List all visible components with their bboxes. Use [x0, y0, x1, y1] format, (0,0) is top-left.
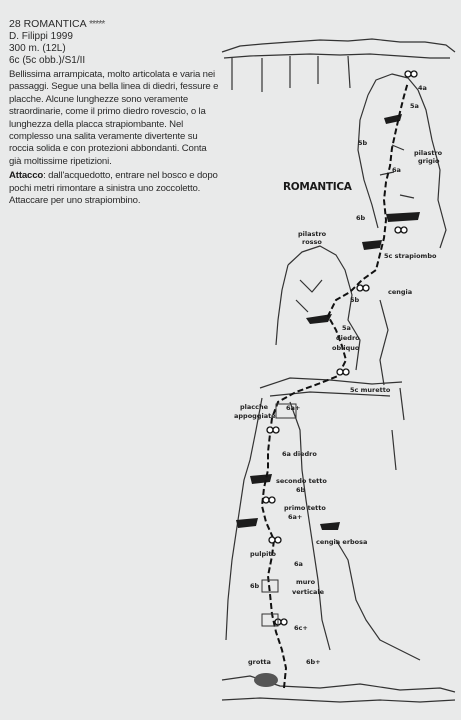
strapiombo-label: 5c strapiombo: [384, 252, 437, 260]
diedro-obliquo-label-2: obliquo: [332, 344, 360, 352]
grade-5b-top: 5b: [358, 139, 368, 147]
placche-label-2: appoggiate: [234, 412, 276, 420]
approach-text: : dall'acquedotto, entrare nel bosco e dopo pochi metri rimontare a sinistra uno zoccoletto. Attaccare per uno strapiombino.: [9, 170, 218, 207]
pilastro-rosso-label-1: pilastro: [298, 230, 327, 238]
route-length: 300 m. (12L): [9, 43, 66, 54]
route-author: D. Filippi 1999: [9, 31, 73, 42]
pilastro-grigio-label-1: pilastro: [414, 149, 443, 157]
topo-route-title: ROMANTICA: [283, 181, 352, 193]
rating-stars: *****: [88, 18, 105, 30]
route-grade: 6c (5c obb.)/S1/II: [9, 55, 86, 66]
pulpito-label: pulpito: [250, 550, 276, 558]
secondo-tetto-label: secondo tetto: [276, 477, 327, 485]
cengia-erbosa-label: cengia erbosa: [316, 538, 368, 546]
pilastro-rosso-label-2: rosso: [302, 238, 322, 246]
secondo-tetto-grade: 6b: [296, 486, 306, 494]
muretto-label: 5c muretto: [350, 386, 391, 394]
grade-6c-plus: 6c+: [294, 624, 308, 632]
pilastro-grigio-label-2: grigio: [418, 157, 440, 165]
roof-marks: [236, 114, 420, 530]
primo-tetto-grade: 6a+: [288, 513, 303, 521]
diedro-obliquo-grade: 5a: [342, 324, 351, 332]
grade-6a-low: 6a: [294, 560, 303, 568]
grade-6b-plus: 6b+: [306, 658, 321, 666]
grade-6a-upper: 6a: [392, 166, 401, 174]
approach-label: Attacco: [9, 170, 44, 182]
diedro-6a-label: 6a diedro: [282, 450, 317, 458]
grade-5b-mid: 5b: [350, 296, 360, 304]
grade-6b-low: 6b: [250, 582, 260, 590]
muro-verticale-label-1: muro: [296, 578, 316, 586]
primo-tetto-label: primo tetto: [284, 504, 326, 512]
grotta-label: grotta: [248, 658, 271, 666]
muro-verticale-label-2: verticale: [292, 588, 325, 596]
placche-label-1: placche: [240, 403, 269, 411]
grade-6a-plus-upper: 6a+: [286, 404, 301, 412]
route-description: Bellissima arrampicata, molto articolata e varia nei passaggi. Segue una bella linea di diedri, fessure e placche. Alcune lunghezze sono veramente straordinarie, come il primo diedro rovescio, o la lunghezza della placca strapiombante. Nel complesso una salita veramente divertente su roccia solida e con protezioni abbondanti. Conta già moltissime ripetizioni.: [9, 69, 219, 167]
grade-6b-upper: 6b: [356, 214, 366, 222]
cengia-label: cengia: [388, 288, 413, 296]
grade-4a: 4a: [418, 84, 427, 92]
route-line: [262, 82, 408, 688]
grade-5a-top: 5a: [410, 102, 419, 110]
diedro-obliquo-label-1: diedro: [336, 334, 360, 342]
grotta-cave: [254, 673, 278, 687]
route-number-title: 28 ROMANTICA: [9, 18, 87, 30]
